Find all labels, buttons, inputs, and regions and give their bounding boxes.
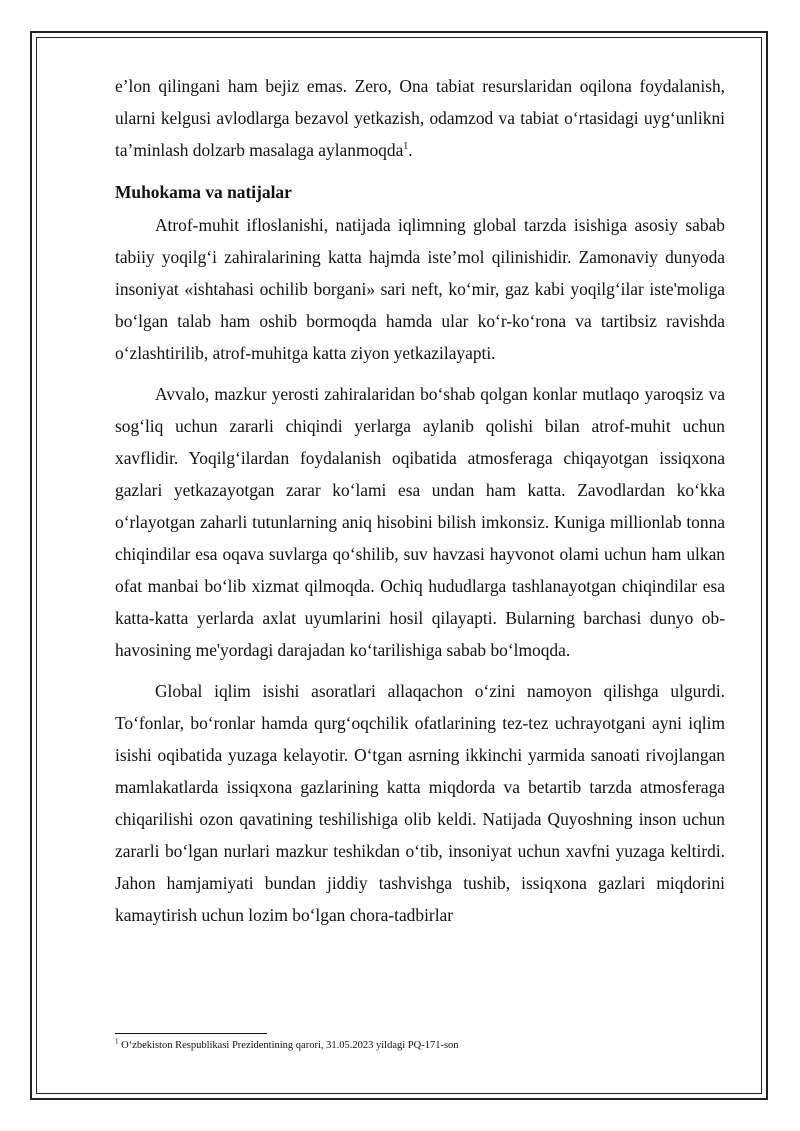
footnote-separator xyxy=(115,1033,267,1034)
intro-text: e’lon qilingani ham bejiz emas. Zero, Ona tabiat resurslaridan oqilona foydalanish, ularni kelgusi avlodlarga bezavol yetkazish, odamzod va tabiat o‘rtasidagi uyg‘unlikni ta’minlash dolzarb masalaga aylanmoqda xyxy=(115,76,725,160)
intro-paragraph xyxy=(115,70,725,166)
document-body xyxy=(115,70,725,940)
section-heading: Muhokama va natijalar xyxy=(115,182,292,202)
footnote-text: O‘zbekiston Respublikasi Prezidentining qarori, 31.05.2023 yildagi PQ-171-son xyxy=(118,1040,459,1051)
intro-end: . xyxy=(408,140,413,160)
footnote-reference[interactable]: 1 xyxy=(403,141,409,153)
footnote-marker: 1 xyxy=(115,1037,119,1046)
paragraph-3: Global iqlim isishi asoratlari allaqachon o‘zini namoyon qilishga ulgurdi. To‘fonlar, bo‘ronlar hamda qurg‘oqchilik ofatlarining tez-tez uchrayotgani ayni iqlim isishi oqibatida yuzaga kelayotir. O‘tgan asrning ikkinchi yarmida sanoati rivojlangan mamlakatlarda issiqxona gazlarining katta miqdorda va betartib tarzda atmosferaga chiqarilishi ozon qavatining teshilishiga olib keldi. Natijada Quyoshning inson uchun zararli bo‘lgan nurlari mazkur teshikdan o‘tib, insoniyat uchun xavfni yuzaga keltirdi. Jahon hamjamiyati bundan jiddiy tashvishga tushib, issiqxona gazlari miqdorini kamaytirish uchun lozim bo‘lgan chora-tadbirlar xyxy=(115,681,725,925)
footnote xyxy=(115,1039,725,1053)
paragraph-2: Avvalo, mazkur yerosti zahiralaridan bo‘shab qolgan konlar mutlaqo yaroqsiz va sog‘liq uchun zararli chiqindi yerlarga aylanib qolishi bilan atrof-muhit uchun xavflidir. Yoqilg‘ilardan foydalanish oqibatida atmosferaga chiqayotgan issiqxona gazlari yetkazayotgan zarar ko‘lami esa undan ham katta. Zavodlardan ko‘kka o‘rlayotgan zaharli tutunlarning aniq hisobini bilish imkonsiz. Kuniga millionlab tonna chiqindilar esa oqava suvlarga qo‘shilib, suv havzasi hayvonot olami uchun ham ulkan ofat manbai bo‘lib xizmat qilmoqda. Ochiq hududlarga tashlanayotgan chiqindilar esa katta-katta yerlarda axlat uyumlarini hosil qilayapti. Bularning barchasi dunyo ob-havosining me'yordagi darajadan ko‘tarilishiga sabab bo‘lmoqda. xyxy=(115,384,725,660)
paragraph-1: Atrof-muhit ifloslanishi, natijada iqlimning global tarzda isishiga asosiy sabab tabiiy yoqilg‘i zahiralarining katta hajmda iste’mol qilinishidir. Zamonaviy dunyoda insoniyat «ishtahasi ochilib borgani» sari neft, ko‘mir, gaz kabi yoqilg‘ilar iste'moliga bo‘lgan talab ham oshib bormoqda hamda ular ko‘r-ko‘rona va tartibsiz ravishda o‘zlashtirilib, atrof-muhitga katta ziyon yetkazilayapti. xyxy=(115,215,725,363)
